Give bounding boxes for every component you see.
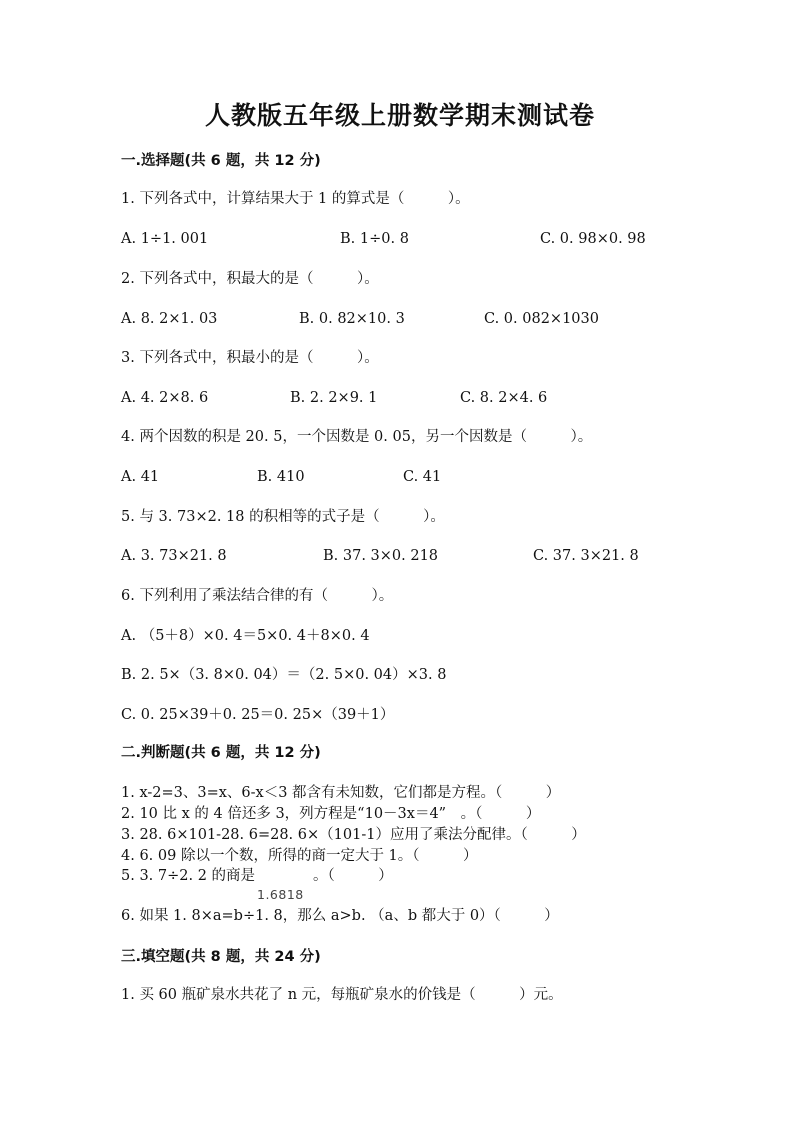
option-c: C. 41 <box>403 469 442 485</box>
question-stem: 2. 下列各式中，积最大的是（ ）。 <box>121 271 379 287</box>
judgement-item: 5. 3. 7÷2. 2 的商是 。（ ） <box>121 868 393 884</box>
option-a: A. （5＋8）×0. 4＝5×0. 4＋8×0. 4 <box>121 628 370 644</box>
section-heading-choice: 一.选择题(共 6 题，共 12 分) <box>121 153 321 169</box>
question-stem: 5. 与 3. 73×2. 18 的积相等的式子是（ ）。 <box>121 509 445 525</box>
option-b: B. 37. 3×0. 218 <box>323 548 439 564</box>
option-c: C. 0. 082×1030 <box>484 311 599 327</box>
section-heading-fill: 三.填空题(共 8 题，共 24 分) <box>121 949 321 965</box>
option-c: C. 37. 3×21. 8 <box>533 548 639 564</box>
judgement-item: 6. 如果 1. 8×a=b÷1. 8，那么 a>b. （a、b 都大于 0）（ ） <box>121 908 559 924</box>
question-stem: 3. 下列各式中，积最小的是（ ）。 <box>121 350 379 366</box>
judgement-item: 2. 10 比 x 的 4 倍还多 3，列方程是“10－3x＝4” 。（ ） <box>121 806 541 822</box>
question-stem: 6. 下列利用了乘法结合律的有（ ）。 <box>121 588 394 604</box>
option-a: A. 41 <box>121 469 160 485</box>
option-c: C. 0. 98×0. 98 <box>540 231 646 247</box>
option-a: A. 4. 2×8. 6 <box>121 390 209 406</box>
option-b: B. 410 <box>257 469 305 485</box>
quotient-value: 1.6818 <box>257 887 304 902</box>
option-b: B. 2. 2×9. 1 <box>290 390 378 406</box>
judgement-item: 3. 28. 6×101-28. 6=28. 6×（101-1）应用了乘法分配律。（ ） <box>121 827 586 843</box>
option-a: A. 8. 2×1. 03 <box>121 311 218 327</box>
option-b: B. 1÷0. 8 <box>340 231 409 247</box>
question-stem: 1. 下列各式中，计算结果大于 1 的算式是（ ）。 <box>121 191 470 207</box>
question-stem: 4. 两个因数的积是 20. 5，一个因数是 0. 05，另一个因数是（ ）。 <box>121 429 593 445</box>
option-a: A. 1÷1. 001 <box>121 231 209 247</box>
judgement-item: 1. x-2=3、3=x、6-x＜3 都含有未知数，它们都是方程。（ ） <box>121 785 561 801</box>
option-b: B. 0. 82×10. 3 <box>299 311 405 327</box>
section-heading-judgement: 二.判断题(共 6 题，共 12 分) <box>121 745 321 761</box>
question-stem: 1. 买 60 瓶矿泉水共花了 n 元，每瓶矿泉水的价钱是（ ）元。 <box>121 987 563 1003</box>
option-a: A. 3. 73×21. 8 <box>121 548 227 564</box>
option-c: C. 8. 2×4. 6 <box>460 390 548 406</box>
page-title: 人教版五年级上册数学期末测试卷 <box>204 101 595 130</box>
option-b: B. 2. 5×（3. 8×0. 04）＝（2. 5×0. 04）×3. 8 <box>121 667 447 683</box>
option-c: C. 0. 25×39＋0. 25＝0. 25×（39＋1） <box>121 707 395 723</box>
judgement-item: 4. 6. 09 除以一个数，所得的商一定大于 1。（ ） <box>121 848 478 864</box>
